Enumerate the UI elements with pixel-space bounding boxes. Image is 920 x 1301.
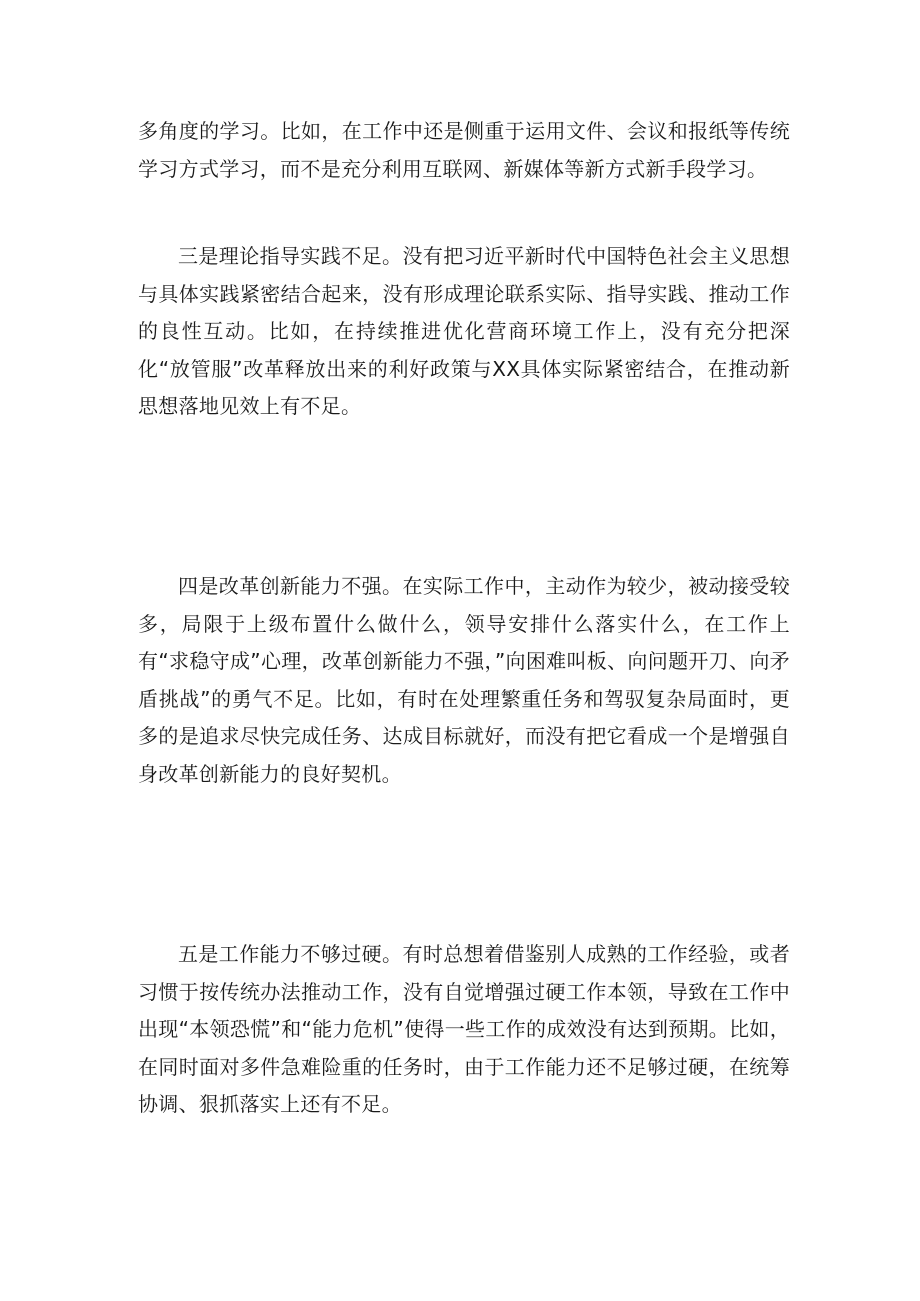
paragraph-continuation: 多角度的学习。比如，在工作中还是侧重于运用文件、会议和报纸等传统学习方式学习，而不是充分利用互联网、新媒体等新方式新手段学习。 <box>138 119 790 181</box>
paragraph-theory-practice: 三是理论指导实践不足。没有把习近平新时代中国特色社会主义思想与具体实践紧密结合起来，没有形成理论联系实际、指导实践、推动工作的良性互动。比如，在持续推进优化营商环境工作上，没有充分把深化“放管服”改革释放出来的利好政策与XX具体实际紧密结合，在推动新思想落地见效上有不足。 <box>138 244 790 418</box>
paragraph-work-ability: 五是工作能力不够过硬。有时总想着借鉴别人成熟的工作经验，或者习惯于按传统办法推动工作，没有自觉增强过硬工作本领，导致在工作中出现“本领恐慌”和“能力危机”使得一些工作的成效没有达到预期。比如，在同时面对多件急难险重的任务时，由于工作能力还不足够过硬，在统筹协调、狠抓落实上还有不足。 <box>138 942 790 1116</box>
paragraph-reform-innovation: 四是改革创新能力不强。在实际工作中，主动作为较少，被动接受较多，局限于上级布置什么做什么，领导安排什么落实什么，在工作上有“求稳守成”心理，改革创新能力不强，”向困难叫板、向问题开刀、向矛盾挑战”的勇气不足。比如，有时在处理繁重任务和驾驭复杂局面时，更多的是追求尽快完成任务、达成目标就好，而没有把它看成一个是增强自身改革创新能力的良好契机。 <box>138 574 790 786</box>
